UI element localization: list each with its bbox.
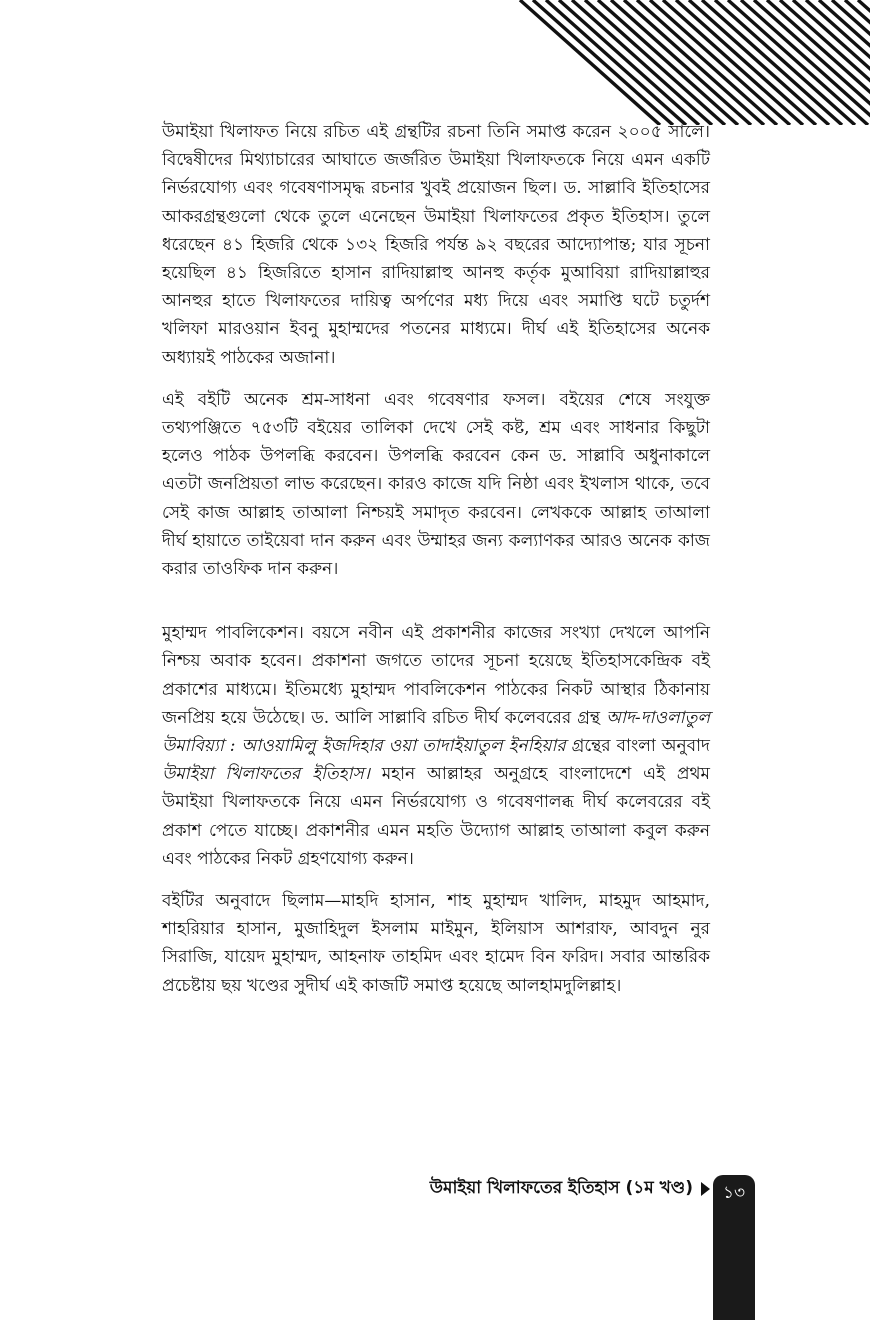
- translated-book-title: উমাইয়া খিলাফতের ইতিহাস।: [162, 764, 370, 785]
- triangle-arrow-icon: [701, 1182, 710, 1196]
- corner-stripe-decoration: [510, 0, 870, 125]
- page-number: ১৩: [722, 1183, 746, 1203]
- corner-stripe: [520, 0, 660, 125]
- corner-stripe: [611, 0, 751, 125]
- running-footer: [430, 1172, 710, 1206]
- running-title: উমাইয়া খিলাফতের ইতিহাস (১ম খণ্ড): [429, 1178, 693, 1198]
- corner-stripe: [650, 0, 790, 125]
- corner-stripe: [663, 0, 803, 125]
- corner-stripe: [728, 0, 868, 125]
- paragraph-publisher: [162, 619, 710, 873]
- corner-stripe: [624, 0, 764, 125]
- corner-stripe: [637, 0, 777, 125]
- corner-stripe: [689, 0, 829, 125]
- original-book-title: আদ-দাওলাতুল উমাবিয়্যা : আওয়ামিলু ইজদিহার ওয়া তাদাইয়াতুল ইনহিয়ার: [162, 707, 710, 757]
- publisher-text-part1: মুহাম্মদ পাবলিকেশন। বয়সে নবীন এই প্রকাশনীর কাজের সংখ্যা দেখলে আপনি নিশ্চয় অবাক হবেন। প্রকাশনা জগতে তাদের সূচনা হয়েছে ইতিহাসকেন্দ্রিক বই প্রকাশের মাধ্যমে। ইতিমধ্যে মুহাম্মদ পাবলিকেশন পাঠকের নিকট আস্থার ঠিকানায় জনপ্রিয় হয়ে উঠেছে। ড. আলি সাল্লাবি রচিত দীর্ঘ কলেবরের গ্রন্থ: [162, 623, 710, 728]
- corner-stripe: [572, 0, 712, 125]
- corner-stripe: [676, 0, 816, 125]
- corner-stripe: [533, 0, 673, 125]
- publisher-text-part3: মহান আল্লাহর অনুগ্রহে বাংলাদেশে এই প্রথম উমাইয়া খিলাফতকে নিয়ে এমন নির্ভরযোগ্য ও গবেষণালব্ধ দীর্ঘ কলেবরের বই প্রকাশ পেতে যাচ্ছে। প্রকাশনীর এমন মহতি উদ্যোগ আল্লাহ তাআলা কবুল করুন এবং পাঠকের নিকট গ্রহণযোগ্য করুন।: [162, 764, 710, 869]
- page-body: [162, 118, 710, 1000]
- paragraph-about-book: উমাইয়া খিলাফত নিয়ে রচিত এই গ্রন্থটির রচনা তিনি সমাপ্ত করেন ২০০৫ সালে। বিদ্বেষীদের মিথ্যাচারের আঘাতে জর্জরিত উমাইয়া খিলাফতকে নিয়ে এমন একটি নির্ভরযোগ্য এবং গবেষণাসমৃদ্ধ রচনার খুবই প্রয়োজন ছিল। ড. সাল্লাবি ইতিহাসের আকরগ্রন্থগুলো থেকে তুলে এনেছেন উমাইয়া খিলাফতের প্রকৃত ইতিহাস। তুলে ধরেছেন ৪১ হিজরি থেকে ১৩২ হিজরি পর্যন্ত ৯২ বছরের আদ্যোপান্ত; যার সূচনা হয়েছিল ৪১ হিজরিতে হাসান রাদিয়াল্লাহু আনহু কর্তৃক মুআবিয়া রাদিয়াল্লাহুর আনহুর হাতে খিলাফতের দায়িত্ব অর্পণের মধ্য দিয়ে এবং সমাপ্তি ঘটে চতুর্দশ খলিফা মারওয়ান ইবনু মুহাম্মদের পতনের মাধ্যমে। দীর্ঘ এই ইতিহাসের অনেক অধ্যায়ই পাঠকের অজানা।: [162, 122, 710, 368]
- publisher-text-part2: গ্রন্থের বাংলা অনুবাদ: [565, 736, 710, 757]
- corner-stripe: [585, 0, 725, 125]
- corner-stripe: [546, 0, 686, 125]
- corner-stripe: [715, 0, 855, 125]
- corner-stripe: [702, 0, 842, 125]
- corner-stripe: [598, 0, 738, 125]
- paragraph-translators: বইটির অনুবাদে ছিলাম—মাহদি হাসান, শাহ মুহাম্মদ খালিদ, মাহমুদ আহমাদ, শাহরিয়ার হাসান, মুজাহিদুল ইসলাম মাইমুন, ইলিয়াস আশরাফ, আবদুন নুর সিরাজি, যায়েদ মুহাম্মদ, আহনাফ তাহমিদ এবং হামেদ বিন ফরিদ। সবার আন্তরিক প্রচেষ্টায় ছয় খণ্ডের সুদীর্ঘ এই কাজটি সমাপ্ত হয়েছে আলহামদুলিল্লাহ।: [162, 891, 710, 996]
- corner-stripe: [559, 0, 699, 125]
- paragraph-research-effort: এই বইটি অনেক শ্রম-সাধনা এবং গবেষণার ফসল। বইয়ের শেষে সংযুক্ত তথ্যপঞ্জিতে ৭৫৩টি বইয়ের তালিকা দেখে সেই কষ্ট, শ্রম এবং সাধনার কিছুটা হলেও পাঠক উপলব্ধি করবেন। উপলব্ধি করবেন কেন ড. সাল্লাবি অধুনাকালে এতটা জনপ্রিয়তা লাভ করেছেন। কারও কাজে যদি নিষ্ঠা এবং ইখলাস থাকে, তবে সেই কাজ আল্লাহ তাআলা নিশ্চয়ই সমাদৃত করবেন। লেখককে আল্লাহ তাআলা দীর্ঘ হায়াতে তাইয়েবা দান করুন এবং উম্মাহর জন্য কল্যাণকর আরও অনেক কাজ করার তাওফিক দান করুন।: [162, 389, 710, 580]
